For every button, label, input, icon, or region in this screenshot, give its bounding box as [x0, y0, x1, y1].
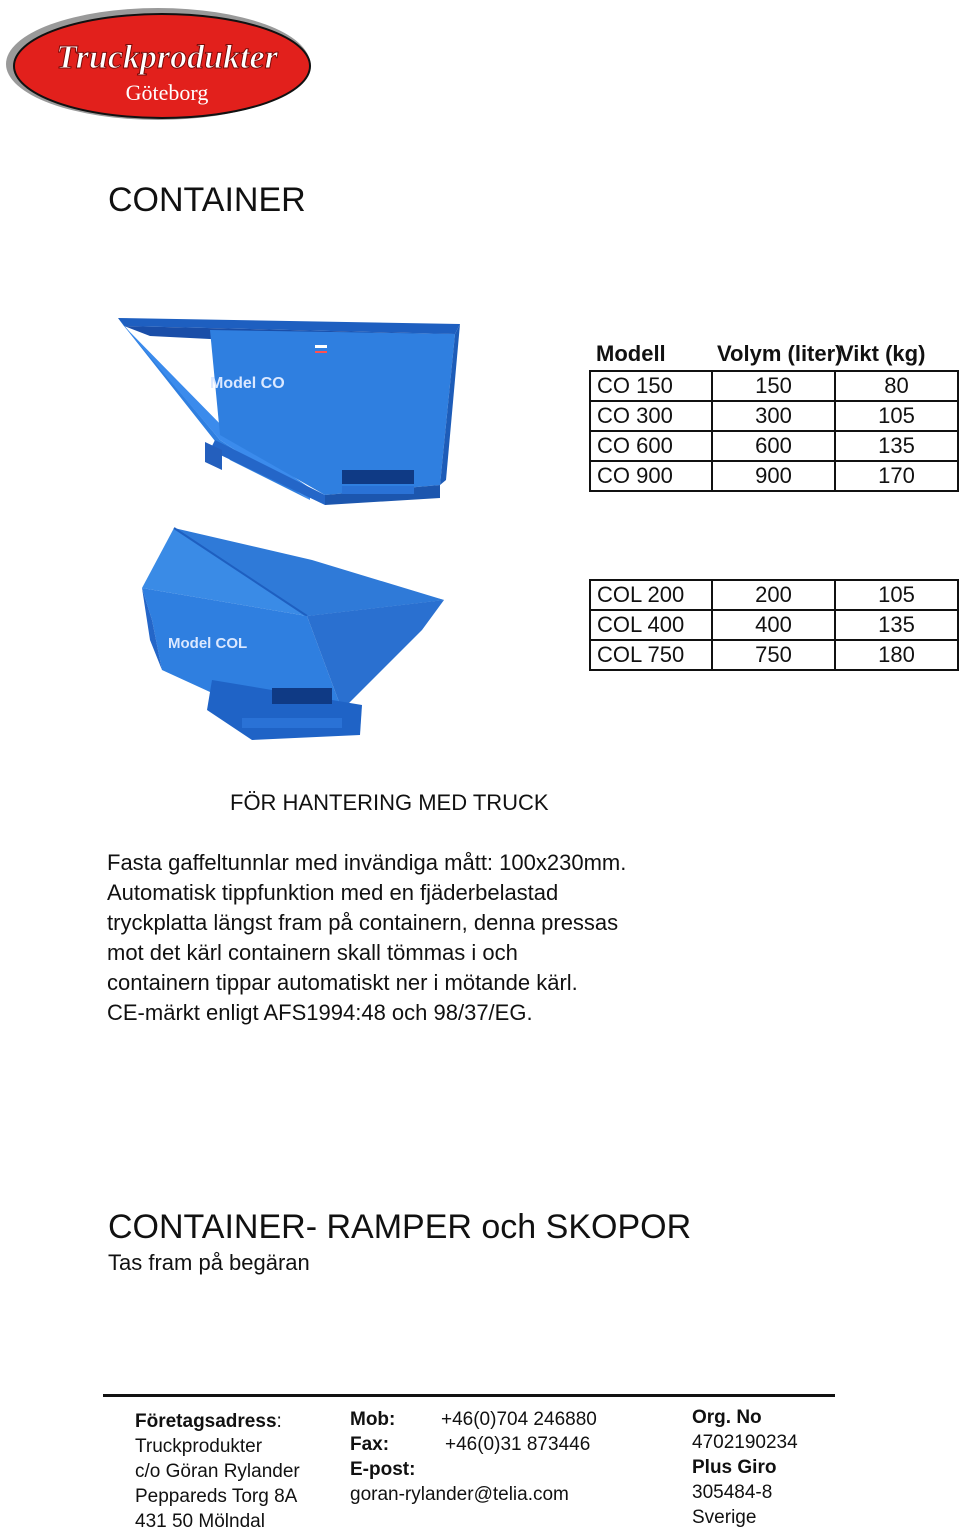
giro-value: 305484-8	[692, 1482, 773, 1503]
cell-model: CO 900	[590, 461, 712, 491]
description-line: mot det kärl containern skall tömmas i och	[107, 940, 518, 965]
header-volume: Volym (liter)	[717, 341, 843, 366]
email-link[interactable]: goran-rylander@telia.com	[350, 1484, 569, 1505]
header-weight: Vikt (kg)	[839, 341, 926, 366]
footer-divider	[103, 1394, 835, 1397]
address-line: 431 50 Mölndal	[135, 1511, 265, 1532]
address-line: Peppareds Torg 8A	[135, 1486, 298, 1507]
description-line: CE-märkt enligt AFS1994:48 och 98/37/EG.	[107, 1000, 533, 1025]
table-row	[590, 580, 958, 610]
footer-extra: Sverige	[692, 1507, 757, 1528]
cell-model: CO 300	[590, 401, 712, 431]
cell-model: CO 600	[590, 431, 712, 461]
container-col-label: Model COL	[168, 635, 248, 652]
address-label: Företagsadress	[135, 1411, 277, 1432]
mob-value: +46(0)704 246880	[441, 1409, 597, 1430]
footer-org	[692, 1405, 872, 1528]
fax-value: +46(0)31 873446	[445, 1434, 591, 1455]
org-label: Org. No	[692, 1407, 762, 1428]
cell-volume: 900	[712, 461, 835, 491]
section-title: CONTAINER- RAMPER och SKOPOR	[108, 1208, 692, 1246]
cell-volume: 200	[712, 580, 835, 610]
address-colon: :	[276, 1411, 282, 1432]
cell-volume: 600	[712, 431, 835, 461]
cell-volume: 750	[712, 640, 835, 670]
description-line: Automatisk tippfunktion med en fjäderbelastad	[107, 880, 559, 905]
cell-weight: 170	[835, 461, 958, 491]
description-line: Fasta gaffeltunnlar med invändiga mått: 100x230mm.	[107, 850, 627, 875]
container-col-image	[132, 520, 452, 750]
table-row	[590, 371, 958, 401]
cell-weight: 180	[835, 640, 958, 670]
address-line: c/o Göran Rylander	[135, 1461, 300, 1482]
logo-city: Göteborg	[125, 80, 209, 105]
spec-table-header	[596, 341, 958, 371]
cell-volume: 150	[712, 371, 835, 401]
email-label: E-post:	[350, 1459, 416, 1480]
table-row	[590, 610, 958, 640]
cell-model: COL 200	[590, 580, 712, 610]
spec-table-col	[589, 579, 959, 671]
page-title: CONTAINER	[108, 181, 306, 219]
header-model: Modell	[596, 341, 666, 366]
table-row	[590, 401, 958, 431]
cell-model: CO 150	[590, 371, 712, 401]
cell-weight: 135	[835, 610, 958, 640]
cell-volume: 300	[712, 401, 835, 431]
table-row	[590, 461, 958, 491]
cell-weight: 105	[835, 401, 958, 431]
address-line: Truckprodukter	[135, 1436, 263, 1457]
fax-label: Fax:	[350, 1434, 390, 1455]
cell-weight: 80	[835, 371, 958, 401]
table-row	[590, 640, 958, 670]
footer-address	[135, 1409, 300, 1534]
cell-model: COL 400	[590, 610, 712, 640]
org-value: 4702190234	[692, 1432, 798, 1453]
cell-volume: 400	[712, 610, 835, 640]
container-co-label: Model CO	[210, 375, 285, 392]
table-row	[590, 431, 958, 461]
description	[107, 848, 707, 1028]
container-co-image	[110, 310, 470, 515]
giro-label: Plus Giro	[692, 1457, 777, 1478]
description-line: containern tippar automatiskt ner i mötande kärl.	[107, 970, 578, 995]
cell-weight: 105	[835, 580, 958, 610]
handling-subtitle: FÖR HANTERING MED TRUCK	[230, 790, 549, 815]
cell-weight: 135	[835, 431, 958, 461]
spec-table-co	[589, 370, 959, 492]
description-line: tryckplatta längst fram på containern, denna pressas	[107, 910, 619, 935]
cell-model: COL 750	[590, 640, 712, 670]
mob-label: Mob:	[350, 1409, 396, 1430]
truckprodukter-logo	[2, 2, 314, 122]
logo-name: Truckprodukter	[56, 39, 278, 76]
section-subtitle: Tas fram på begäran	[108, 1250, 310, 1275]
